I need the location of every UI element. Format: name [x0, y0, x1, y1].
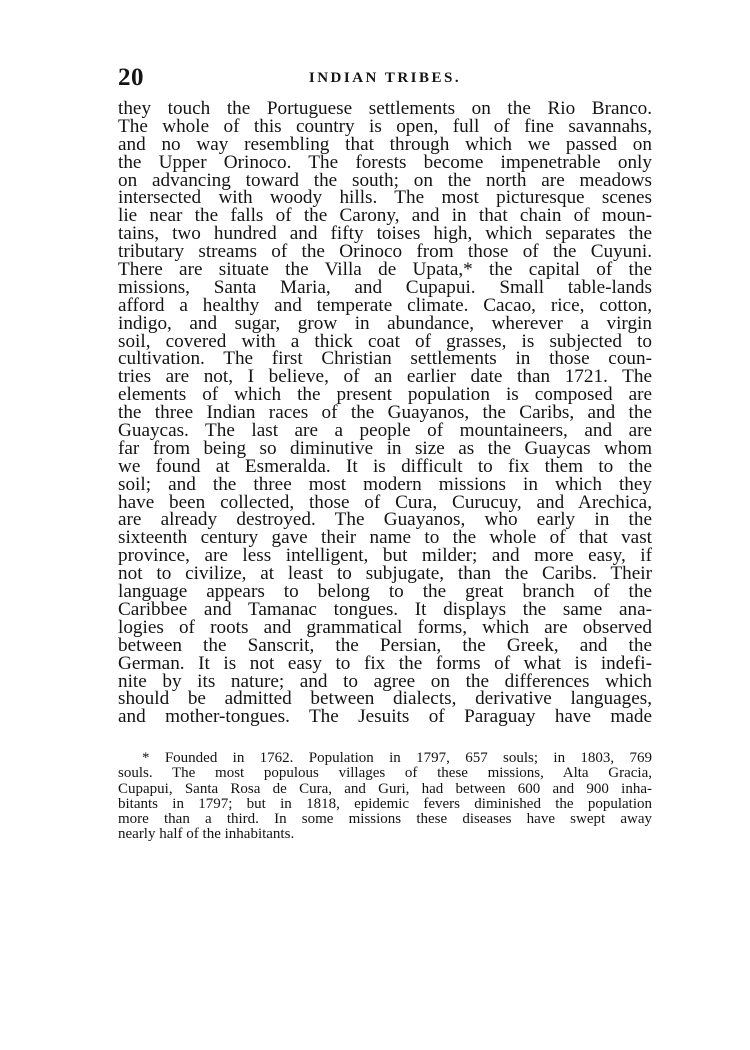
running-title: INDIAN TRIBES. — [308, 70, 462, 86]
text-line: lie near the falls of the Carony, and in that chain of moun- — [118, 205, 652, 227]
text-line: The whole of this country is open, full of fine savannahs, — [118, 115, 652, 137]
text-line: logies of roots and grammatical forms, which are observed — [118, 616, 652, 638]
text-line: they touch the Portuguese settlements on the Rio Branco. — [118, 98, 652, 119]
book-page — [118, 64, 652, 842]
text-line: we found at Esmeralda. It is difficult to fix them to the — [118, 455, 652, 477]
text-line: tains, two hundred and fifty toises high, which separates the — [118, 223, 652, 245]
text-line: elements of which the present population is composed are — [118, 384, 652, 406]
text-line: missions, Santa Maria, and Cupapui. Small table-lands — [118, 276, 652, 298]
footnote-line: * Founded in 1762. Population in 1797, 657 souls; in 1803, 769 — [142, 750, 652, 767]
text-line: and no way resembling that through which we passed on — [118, 133, 652, 155]
text-line: should be admitted between dialects, derivative languages, — [118, 688, 652, 710]
text-line: tries are not, I believe, of an earlier date than 1721. The — [118, 366, 652, 388]
text-line: far from being so diminutive in size as the Guaycas whom — [118, 437, 652, 459]
text-line: cultivation. The first Christian settlements in those coun- — [118, 348, 652, 370]
page-number: 20 — [118, 64, 144, 91]
text-line: intersected with woody hills. The most picturesque scenes — [118, 187, 652, 209]
text-line: afford a healthy and temperate climate. Cacao, rice, cotton, — [118, 294, 652, 316]
text-line: sixteenth century gave their name to the whole of that vast — [118, 527, 652, 549]
footnote-line: souls. The most populous villages of these missions, Alta Gracia, — [118, 765, 652, 782]
text-line: German. It is not easy to fix the forms of what is indefi- — [118, 652, 652, 674]
text-line: have been collected, those of Cura, Curucuy, and Arechica, — [118, 491, 652, 513]
body-text — [118, 100, 652, 726]
text-line: indigo, and sugar, grow in abundance, wherever a virgin — [118, 312, 652, 334]
text-line: the three Indian races of the Guayanos, the Caribs, and the — [118, 402, 652, 424]
text-line: tributary streams of the Orinoco from those of the Cuyuni. — [118, 241, 652, 263]
footnote-line: bitants in 1797; but in 1818, epidemic fevers diminished the population — [118, 795, 652, 812]
text-line: between the Sanscrit, the Persian, the Greek, and the — [118, 634, 652, 656]
text-line: There are situate the Villa de Upata,* the capital of the — [118, 259, 652, 281]
footnote-line: nearly half of the inhabitants. — [118, 826, 295, 843]
text-line: on advancing toward the south; on the north are meadows — [118, 169, 652, 191]
running-head — [118, 64, 652, 94]
text-line: soil; and the three most modern missions in which they — [118, 473, 652, 495]
text-line: language appears to belong to the great branch of the — [118, 581, 652, 603]
footnote-line: Cupapui, Santa Rosa de Cura, and Guri, had between 600 and 900 inha- — [118, 780, 652, 797]
text-line: nite by its nature; and to agree on the differences which — [118, 670, 652, 692]
footnote — [118, 751, 652, 842]
text-line: and mother-tongues. The Jesuits of Paraguay have made — [118, 706, 652, 728]
footnote-line: more than a third. In some missions these diseases have swept away — [118, 810, 652, 827]
text-line: soil, covered with a thick coat of grasses, is subjected to — [118, 330, 652, 352]
text-line: Guaycas. The last are a people of mountaineers, and are — [118, 420, 652, 442]
text-line: Caribbee and Tamanac tongues. It displays the same ana- — [118, 598, 652, 620]
text-line: are already destroyed. The Guayanos, who early in the — [118, 509, 652, 531]
text-line: the Upper Orinoco. The forests become impenetrable only — [118, 151, 652, 173]
text-line: not to civilize, at least to subjugate, than the Caribs. Their — [118, 563, 652, 585]
text-line: province, are less intelligent, but milder; and more easy, if — [118, 545, 652, 567]
